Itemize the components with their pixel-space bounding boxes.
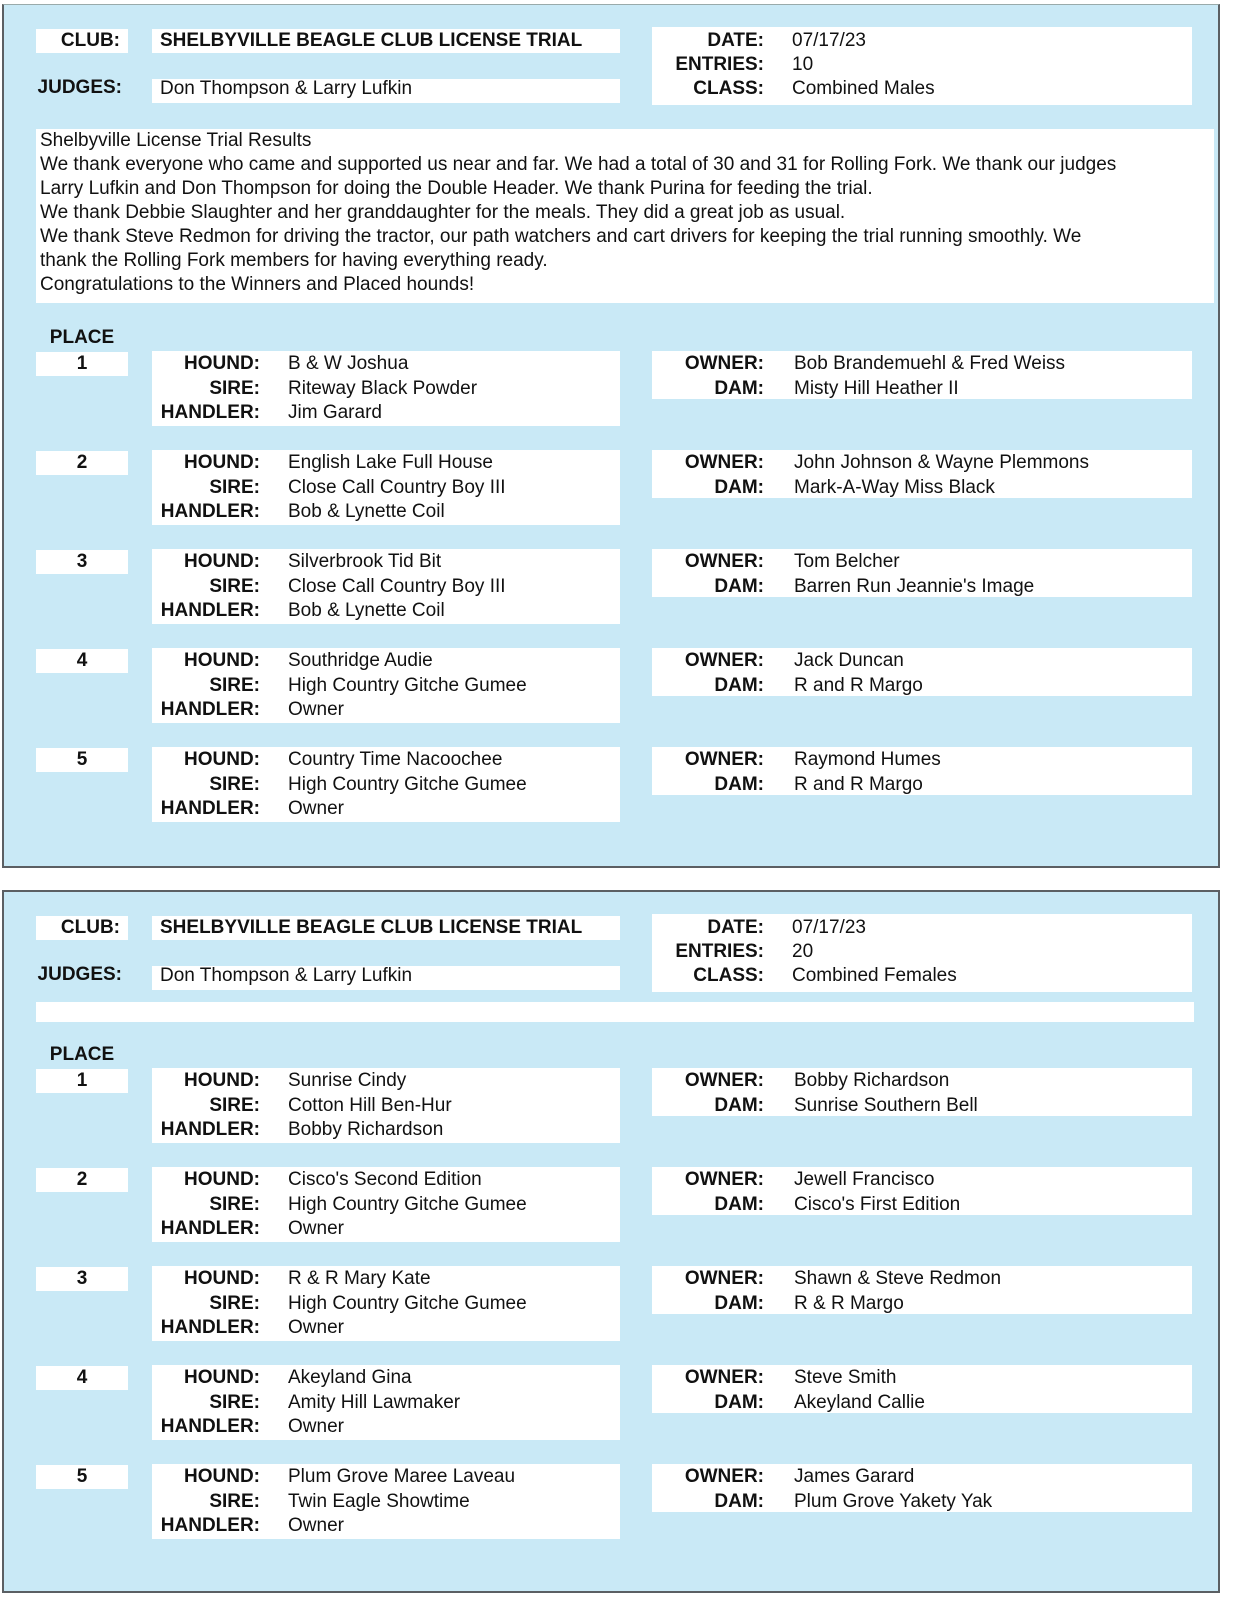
results-card-females (2, 890, 1220, 1593)
entries-label: ENTRIES: (675, 941, 764, 962)
placement-row (4, 1167, 1218, 1247)
owner-label: OWNER: (684, 1169, 764, 1190)
sire-label: SIRE: (209, 1293, 260, 1314)
dam-label: DAM: (714, 1293, 764, 1314)
judges-label: JUDGES: (37, 964, 122, 985)
sire-name: Close Call Country Boy III (288, 576, 506, 597)
handler-label: HANDLER: (160, 1515, 260, 1536)
hound-name: R & R Mary Kate (288, 1268, 431, 1289)
dam-label: DAM: (714, 1095, 764, 1116)
dam-label: DAM: (714, 1392, 764, 1413)
handler-label: HANDLER: (160, 798, 260, 819)
sire-label: SIRE: (209, 774, 260, 795)
place-header: PLACE (49, 327, 115, 348)
handler-label: HANDLER: (160, 1218, 260, 1239)
club-label: CLUB: (60, 30, 120, 51)
owner-label: OWNER: (684, 1367, 764, 1388)
hound-label: HOUND: (184, 1070, 260, 1091)
owner-name: Bob Brandemuehl & Fred Weiss (794, 353, 1066, 374)
owner-label: OWNER: (684, 1466, 764, 1487)
place-number: 5 (76, 749, 88, 770)
judges-value: Don Thompson & Larry Lufkin (160, 78, 413, 99)
sire-name: High Country Gitche Gumee (288, 1194, 527, 1215)
description-line: We thank Debbie Slaughter and her granddaughter for the meals. They did a great job as usual. (40, 202, 846, 223)
dam-name: Misty Hill Heather II (794, 378, 959, 399)
sire-name: High Country Gitche Gumee (288, 774, 527, 795)
handler-label: HANDLER: (160, 1317, 260, 1338)
sire-name: Twin Eagle Showtime (288, 1491, 470, 1512)
sire-label: SIRE: (209, 1194, 260, 1215)
place-number: 1 (76, 353, 88, 374)
place-number: 1 (76, 1070, 88, 1091)
owner-name: Steve Smith (794, 1367, 897, 1388)
placement-row (4, 648, 1218, 728)
placement-row (4, 450, 1218, 530)
handler-label: HANDLER: (160, 699, 260, 720)
sire-label: SIRE: (209, 378, 260, 399)
sire-label: SIRE: (209, 576, 260, 597)
sire-name: Riteway Black Powder (288, 378, 478, 399)
club-name: SHELBYVILLE BEAGLE CLUB LICENSE TRIAL (160, 30, 583, 51)
owner-label: OWNER: (684, 1268, 764, 1289)
dam-label: DAM: (714, 1194, 764, 1215)
place-number: 2 (76, 452, 88, 473)
sire-label: SIRE: (209, 1491, 260, 1512)
owner-name: Bobby Richardson (794, 1070, 950, 1091)
hound-label: HOUND: (184, 1367, 260, 1388)
hound-label: HOUND: (184, 452, 260, 473)
description-line: We thank everyone who came and supported us near and far. We had a total of 30 and 31 for Rolling Fork. We thank our judges (40, 154, 1117, 175)
handler-label: HANDLER: (160, 501, 260, 522)
placement-row (4, 1464, 1218, 1544)
hound-name: B & W Joshua (288, 353, 409, 374)
placement-row (4, 1068, 1218, 1148)
sire-label: SIRE: (209, 1392, 260, 1413)
dam-name: Mark-A-Way Miss Black (794, 477, 995, 498)
description-line: thank the Rolling Fork members for having everything ready. (40, 250, 548, 271)
place-number: 4 (76, 650, 88, 671)
place-header: PLACE (49, 1044, 115, 1065)
sire-label: SIRE: (209, 675, 260, 696)
owner-name: Jewell Francisco (794, 1169, 935, 1190)
hound-label: HOUND: (184, 1466, 260, 1487)
placement-row (4, 1266, 1218, 1346)
owner-label: OWNER: (684, 551, 764, 572)
owner-label: OWNER: (684, 452, 764, 473)
entries-value: 20 (792, 941, 814, 962)
hound-name: English Lake Full House (288, 452, 493, 473)
date-value: 07/17/23 (792, 917, 866, 938)
sire-name: Close Call Country Boy III (288, 477, 506, 498)
dam-name: Barren Run Jeannie's Image (794, 576, 1035, 597)
handler-name: Owner (288, 1515, 344, 1536)
dam-label: DAM: (714, 477, 764, 498)
hound-label: HOUND: (184, 551, 260, 572)
club-name: SHELBYVILLE BEAGLE CLUB LICENSE TRIAL (160, 917, 583, 938)
dam-label: DAM: (714, 774, 764, 795)
dam-label: DAM: (714, 1491, 764, 1512)
dam-name: Cisco's First Edition (794, 1194, 961, 1215)
owner-name: Jack Duncan (794, 650, 904, 671)
dam-name: Plum Grove Yakety Yak (794, 1491, 993, 1512)
date-label: DATE: (707, 30, 764, 51)
hound-name: Country Time Nacoochee (288, 749, 503, 770)
dam-name: Akeyland Callie (794, 1392, 925, 1413)
owner-label: OWNER: (684, 650, 764, 671)
hound-name: Akeyland Gina (288, 1367, 412, 1388)
place-number: 3 (76, 1268, 88, 1289)
judges-value: Don Thompson & Larry Lufkin (160, 965, 413, 986)
handler-name: Bobby Richardson (288, 1119, 444, 1140)
description-line: Congratulations to the Winners and Placed hounds! (40, 274, 475, 295)
hound-label: HOUND: (184, 650, 260, 671)
handler-name: Owner (288, 798, 344, 819)
results-description (36, 129, 1214, 303)
handler-label: HANDLER: (160, 1119, 260, 1140)
hound-label: HOUND: (184, 1169, 260, 1190)
sire-name: Amity Hill Lawmaker (288, 1392, 461, 1413)
class-label: CLASS: (693, 965, 764, 986)
hound-name: Plum Grove Maree Laveau (288, 1466, 516, 1487)
place-number: 5 (76, 1466, 88, 1487)
handler-name: Owner (288, 1416, 344, 1437)
place-number: 2 (76, 1169, 88, 1190)
placement-row (4, 747, 1218, 827)
hound-label: HOUND: (184, 1268, 260, 1289)
sire-label: SIRE: (209, 477, 260, 498)
handler-label: HANDLER: (160, 402, 260, 423)
results-card-males (2, 4, 1220, 868)
placement-row (4, 1365, 1218, 1445)
handler-name: Owner (288, 699, 344, 720)
description-line: Shelbyville License Trial Results (40, 130, 312, 151)
sire-name: Cotton Hill Ben-Hur (288, 1095, 452, 1116)
owner-name: John Johnson & Wayne Plemmons (794, 452, 1090, 473)
entries-value: 10 (792, 54, 814, 75)
results-description (36, 1002, 1194, 1022)
sire-name: High Country Gitche Gumee (288, 1293, 527, 1314)
handler-name: Owner (288, 1317, 344, 1338)
dam-label: DAM: (714, 576, 764, 597)
description-line: We thank Steve Redmon for driving the tractor, our path watchers and cart drivers for keeping the trial running smoothly. We (40, 226, 1082, 247)
handler-label: HANDLER: (160, 1416, 260, 1437)
place-number: 4 (76, 1367, 88, 1388)
description-line: Larry Lufkin and Don Thompson for doing the Double Header. We thank Purina for feeding the trial. (40, 178, 873, 199)
club-label: CLUB: (60, 917, 120, 938)
place-number: 3 (76, 551, 88, 572)
dam-name: Sunrise Southern Bell (794, 1095, 978, 1116)
date-value: 07/17/23 (792, 30, 866, 51)
handler-name: Owner (288, 1218, 344, 1239)
class-value: Combined Males (792, 78, 935, 99)
hound-name: Silverbrook Tid Bit (288, 551, 442, 572)
class-label: CLASS: (693, 78, 764, 99)
hound-name: Sunrise Cindy (288, 1070, 407, 1091)
class-value: Combined Females (792, 965, 957, 986)
date-label: DATE: (707, 917, 764, 938)
hound-label: HOUND: (184, 749, 260, 770)
owner-name: James Garard (794, 1466, 915, 1487)
dam-label: DAM: (714, 675, 764, 696)
judges-label: JUDGES: (37, 77, 122, 98)
owner-name: Tom Belcher (794, 551, 900, 572)
handler-label: HANDLER: (160, 600, 260, 621)
handler-name: Jim Garard (288, 402, 382, 423)
sire-label: SIRE: (209, 1095, 260, 1116)
sire-name: High Country Gitche Gumee (288, 675, 527, 696)
hound-label: HOUND: (184, 353, 260, 374)
handler-name: Bob & Lynette Coil (288, 600, 445, 621)
owner-label: OWNER: (684, 1070, 764, 1091)
owner-name: Raymond Humes (794, 749, 941, 770)
dam-name: R & R Margo (794, 1293, 904, 1314)
dam-label: DAM: (714, 378, 764, 399)
owner-label: OWNER: (684, 353, 764, 374)
placement-row (4, 351, 1218, 431)
placement-row (4, 549, 1218, 629)
hound-name: Southridge Audie (288, 650, 433, 671)
dam-name: R and R Margo (794, 774, 923, 795)
entries-label: ENTRIES: (675, 54, 764, 75)
hound-name: Cisco's Second Edition (288, 1169, 482, 1190)
handler-name: Bob & Lynette Coil (288, 501, 445, 522)
dam-name: R and R Margo (794, 675, 923, 696)
owner-label: OWNER: (684, 749, 764, 770)
owner-name: Shawn & Steve Redmon (794, 1268, 1002, 1289)
